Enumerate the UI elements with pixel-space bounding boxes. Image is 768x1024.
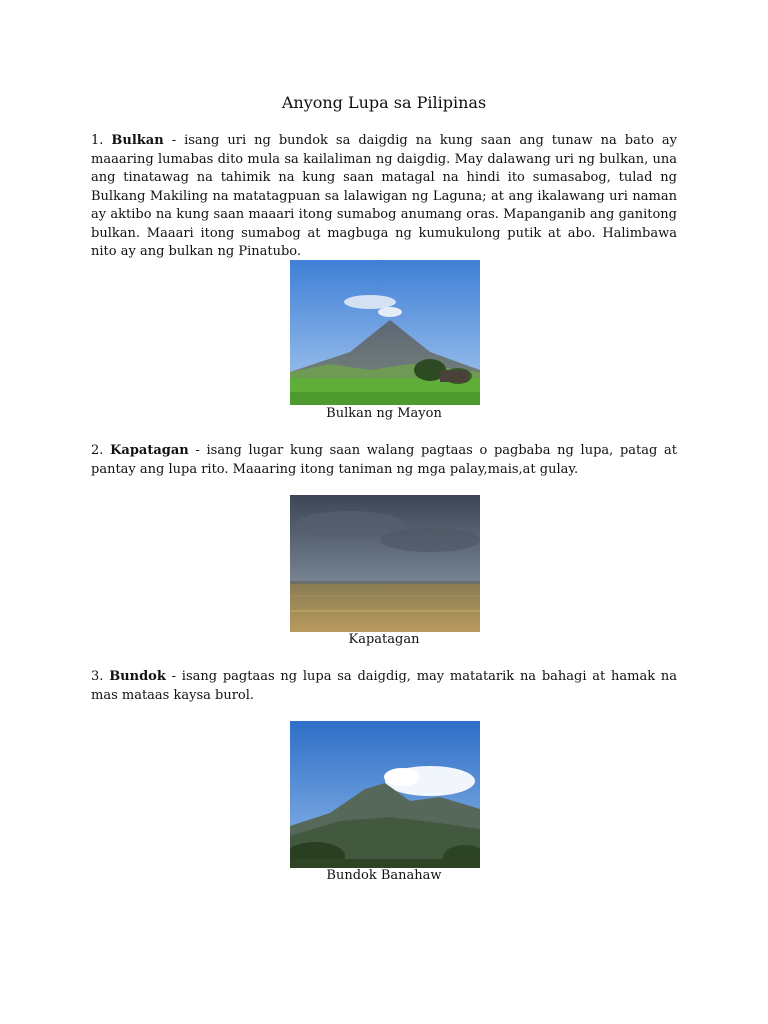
photo-mayon-volcano [290,260,480,405]
item-number: 1. [91,133,104,148]
term-bundok: Bundok [109,669,166,684]
paragraph-kapatagan [91,442,677,479]
caption-banahaw: Bundok Banahaw [326,868,442,883]
term-kapatagan: Kapatagan [110,443,189,458]
item-number: 3. [91,669,104,684]
photo-mount-banahaw [290,721,480,868]
definition-kapatagan: - isang lugar kung saan walang pagtaas o pagbaba ng lupa, patag at pantay ang lupa rito. Maaaring itong taniman ng mga palay,mais,at gulay. [91,443,677,477]
item-number: 2. [91,443,104,458]
definition-bundok: - isang pagtaas ng lupa sa daigdig, may matatarik na bahagi at hamak na mas mataas kaysa burol. [91,669,677,703]
term-bulkan: Bulkan [111,133,164,148]
photo-plains [290,495,480,632]
page-title: Anyong Lupa sa Pilipinas [281,93,487,112]
caption-kapatagan: Kapatagan [348,632,420,647]
paragraph-bundok [91,668,677,705]
definition-bulkan: - isang uri ng bundok sa daigdig na kung saan ang tunaw na bato ay maaaring lumabas dito mula sa kailaliman ng daigdig. May dalawang uri ng bulkan, una ang tinatawag na tahimik na kung saan matagal na hindi ito sumasabog, tulad ng Bulkang Makiling na matatagpuan sa lalawigan ng Laguna; at ang ikalawang uri naman ay aktibo na kung saan maaari itong sumabog anumang oras. Mapanganib ang ganitong bulkan. Maaari itong sumabog at magbuga ng kumukulong putik at abo. Halimbawa nito ay ang bulkan ng Pinatubo. [91,133,678,259]
caption-mayon: Bulkan ng Mayon [326,406,442,421]
paragraph-bulkan [91,132,677,262]
